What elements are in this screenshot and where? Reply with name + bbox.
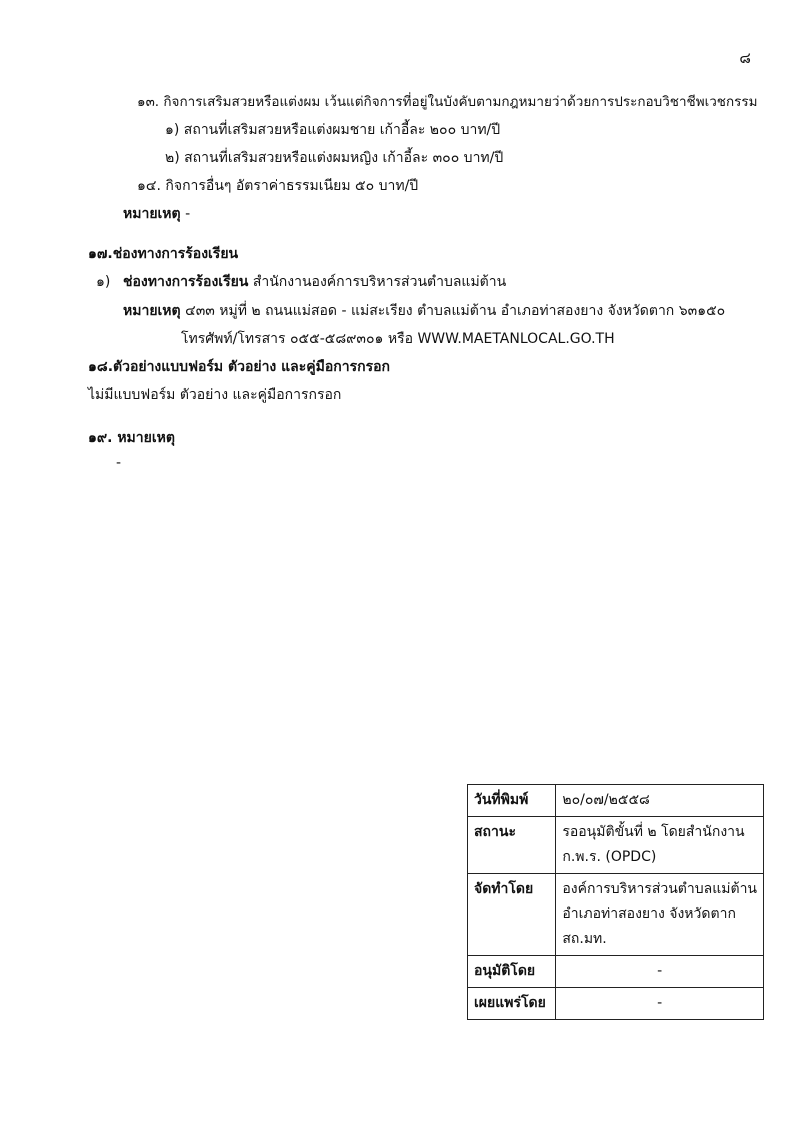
prepared-by-line-2: อำเภอท่าสองยาง จังหวัดตาก bbox=[562, 906, 736, 922]
section-17-address: ๔๓๓ หมู่ที่ ๒ ถนนแม่สอด - แม่สะเรียง ตำบลแม่ต้าน อำเภอท่าสองยาง จังหวัดตาก ๖๓๑๕๐ bbox=[185, 303, 726, 319]
section-17-item-number: ๑) bbox=[96, 274, 111, 290]
complaint-channel-label: ช่องทางการร้องเรียน bbox=[123, 274, 249, 290]
fee-item-13: ๑๓. กิจการเสริมสวยหรือแต่งผม เว้นแต่กิจการที่อยู่ในบังคับตามกฎหมายว่าด้วยการประกอบวิชาชีพเวชกรรม bbox=[137, 94, 758, 110]
table-row bbox=[468, 817, 764, 874]
approved-by-label: อนุมัติโดย bbox=[468, 956, 556, 988]
fees-note-value: - bbox=[185, 206, 191, 222]
approved-by-value: - bbox=[556, 956, 764, 988]
fee-item-14: ๑๔. กิจการอื่นๆ อัตราค่าธรรมเนียม ๕๐ บาท/ปี bbox=[137, 178, 419, 194]
fees-note bbox=[123, 203, 190, 225]
published-by-label: เผยแพร่โดย bbox=[468, 988, 556, 1020]
status-value bbox=[556, 817, 764, 874]
section-18-text: ไม่มีแบบฟอร์ม ตัวอย่าง และคู่มือการกรอก bbox=[88, 387, 342, 403]
table-row bbox=[468, 874, 764, 956]
page-number: ๘ bbox=[739, 49, 751, 67]
complaint-channel bbox=[123, 271, 506, 293]
prepared-by-line-3: สถ.มท. bbox=[562, 931, 607, 947]
section-17-contact: โทรศัพท์/โทรสาร ๐๕๕-๕๘๙๓๐๑ หรือ WWW.MAETANLOCAL.GO.TH bbox=[181, 331, 615, 347]
table-row bbox=[468, 956, 764, 988]
section-19-text: - bbox=[116, 455, 122, 471]
status-line-2: ก.พ.ร. (OPDC) bbox=[562, 849, 657, 865]
table-row bbox=[468, 785, 764, 817]
section-18-heading: ๑๘.ตัวอย่างแบบฟอร์ม ตัวอย่าง และคู่มือการกรอก bbox=[88, 359, 391, 375]
fee-item-13-1: ๑) สถานที่เสริมสวยหรือแต่งผมชาย เก้าอี้ละ ๒๐๐ บาท/ปี bbox=[165, 122, 501, 138]
print-date-value: ๒๐/๐๗/๒๕๕๘ bbox=[556, 785, 764, 817]
section-17-heading: ๑๗.ช่องทางการร้องเรียน bbox=[88, 246, 239, 262]
fees-note-label: หมายเหตุ bbox=[123, 206, 181, 222]
prepared-by-value bbox=[556, 874, 764, 956]
print-date-label: วันที่พิมพ์ bbox=[468, 785, 556, 817]
fee-item-13-2: ๒) สถานที่เสริมสวยหรือแต่งผมหญิง เก้าอี้ละ ๓๐๐ บาท/ปี bbox=[165, 150, 504, 166]
published-by-value: - bbox=[556, 988, 764, 1020]
status-line-1: รออนุมัติขั้นที่ ๒ โดยสำนักงาน bbox=[562, 824, 745, 840]
section-19-heading: ๑๙. หมายเหตุ bbox=[88, 430, 175, 446]
status-label: สถานะ bbox=[468, 817, 556, 874]
prepared-by-line-1: องค์การบริหารส่วนตำบลแม่ต้าน bbox=[562, 881, 757, 897]
section-17-note-label: หมายเหตุ bbox=[123, 303, 181, 319]
section-17-note bbox=[123, 300, 725, 322]
document-info-table bbox=[467, 784, 764, 1020]
table-row bbox=[468, 988, 764, 1020]
complaint-channel-value: สำนักงานองค์การบริหารส่วนตำบลแม่ต้าน bbox=[252, 274, 507, 290]
prepared-by-label: จัดทำโดย bbox=[468, 874, 556, 956]
